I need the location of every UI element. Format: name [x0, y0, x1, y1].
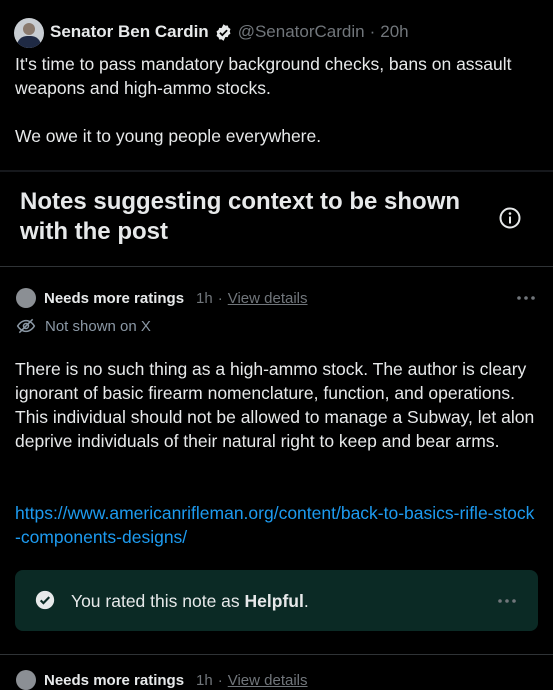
divider [0, 266, 553, 267]
author-name[interactable]: Senator Ben Cardin [50, 22, 209, 41]
note-status-label: Needs more ratings [44, 289, 185, 307]
note-body: There is no such thing as a high-ammo stock. The author is cleary ignorant of basic firearm nomenclature, function, and operations. This individual should not be allowed to manage a Subway, let alon deprive individuals of their natural right to keep and bear arms. [15, 359, 535, 451]
next-note-status-label: Needs more ratings [44, 671, 185, 689]
info-icon[interactable] [498, 206, 522, 230]
check-circle-icon [35, 590, 55, 610]
rating-suffix: . [303, 591, 309, 611]
rating-text [71, 589, 309, 613]
notes-heading: Notes suggesting context to be shown with the post [20, 188, 461, 245]
more-options-icon[interactable] [516, 295, 536, 301]
eye-slash-icon [16, 316, 36, 336]
rating-more-options-icon[interactable] [497, 598, 517, 604]
not-shown-row [16, 316, 151, 336]
post-text [15, 52, 535, 148]
rating-confirmation [15, 570, 538, 631]
next-note-status-row [16, 670, 308, 690]
status-dot-icon [16, 288, 36, 308]
not-shown-label: Not shown on X [45, 317, 151, 335]
section-divider [0, 170, 553, 172]
post-timestamp[interactable]: 20h [380, 22, 409, 41]
verified-badge-icon [214, 23, 233, 42]
post-paragraph: We owe it to young people everywhere. [15, 126, 322, 146]
separator-dot: · [217, 671, 223, 689]
rating-value: Helpful [244, 591, 304, 611]
view-details-link[interactable]: View details [227, 289, 308, 307]
post-header [50, 20, 409, 44]
author-avatar[interactable] [14, 18, 44, 48]
note-source-link[interactable]: https://www.americanrifleman.org/content/back-to-basics-rifle-stock-components-designs/ [15, 503, 535, 547]
separator-dot: · [369, 22, 376, 41]
note-time: 1h [196, 289, 213, 307]
rating-prefix: You rated this note as [71, 591, 245, 611]
status-dot-icon [16, 670, 36, 690]
next-note-time: 1h [196, 671, 213, 689]
separator-dot: · [217, 289, 223, 307]
post-paragraph: It's time to pass mandatory background checks, bans on assault weapons and high-ammo stocks. [15, 54, 512, 98]
author-handle[interactable]: @SenatorCardin [237, 22, 365, 41]
note-status-row [16, 288, 308, 308]
post [0, 0, 553, 170]
next-view-details-link[interactable]: View details [227, 671, 308, 689]
divider [0, 654, 553, 655]
